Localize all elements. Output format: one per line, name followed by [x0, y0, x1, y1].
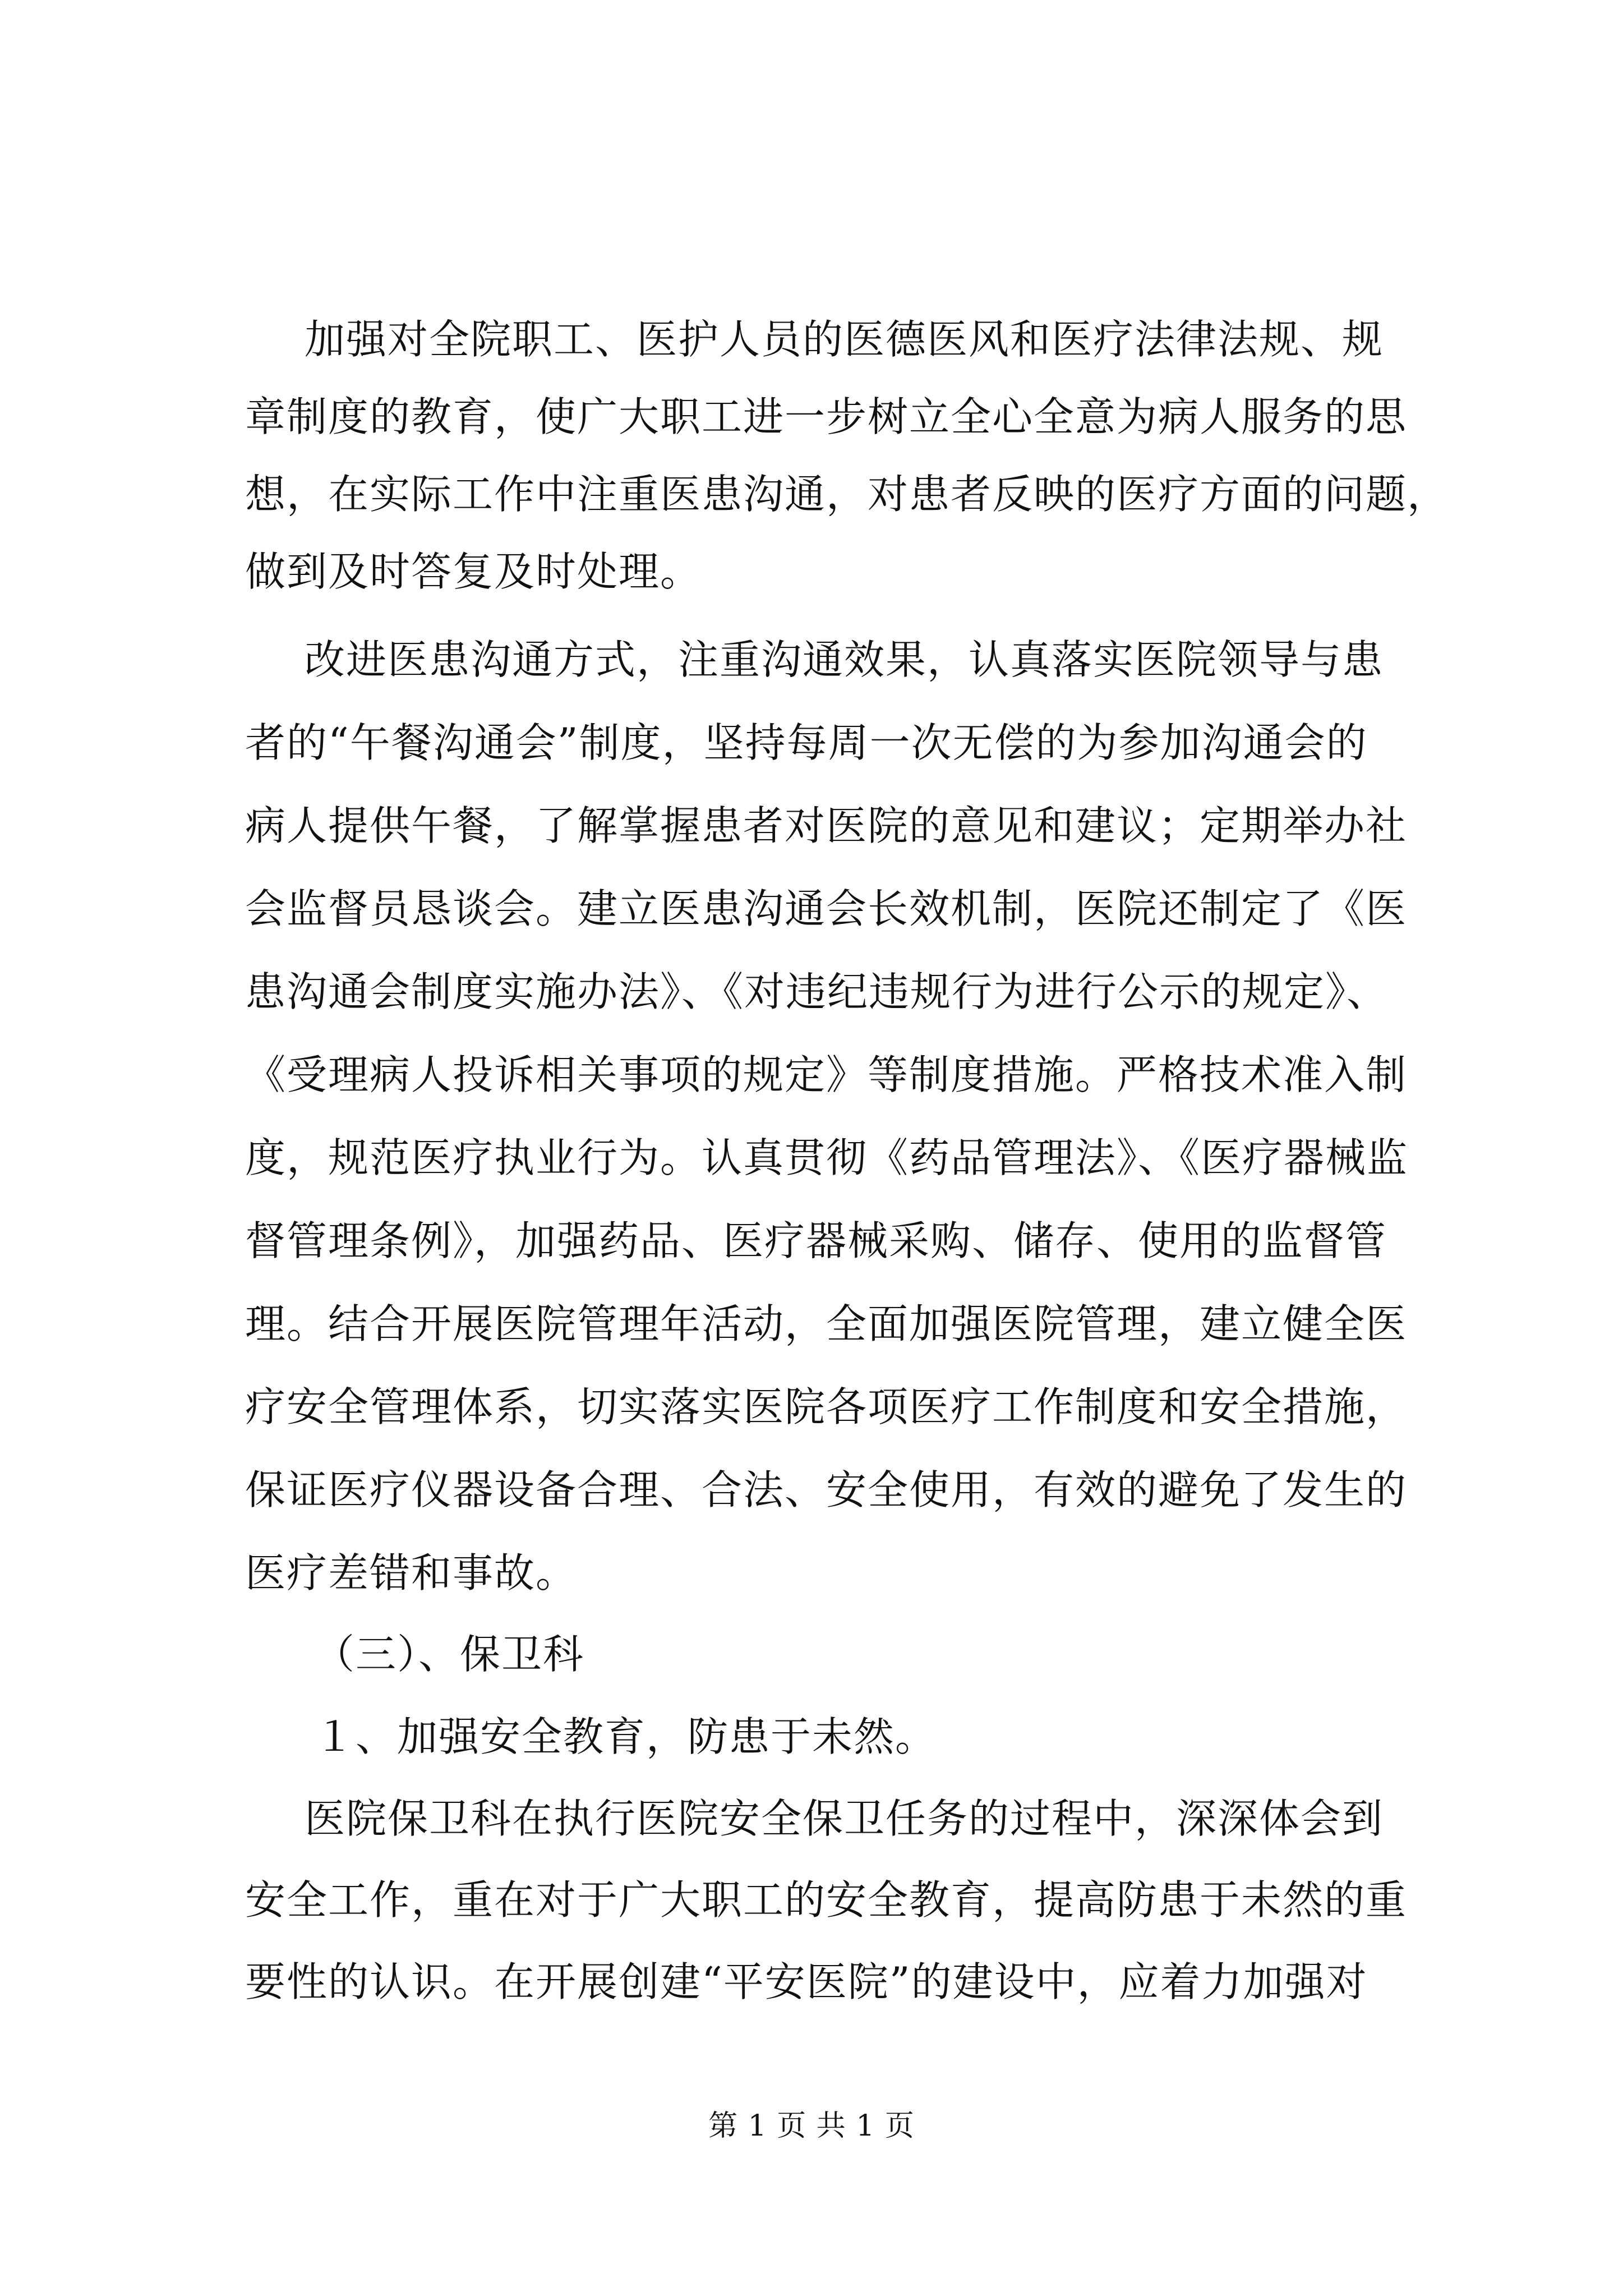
text-line: 要性的认识。在开展创建“平安医院”的建设中，应着力加强对: [245, 1958, 1368, 2005]
subsection-heading: １、加强安全教育，防患于未然。: [314, 1713, 937, 1760]
text-line: 章制度的教育，使广大职工进一步树立全心全意为病人服务的思: [245, 393, 1408, 440]
text-line: 督管理条例》，加强药品、医疗器械采购、储存、使用的监督管: [245, 1217, 1387, 1264]
text-line: 《受理病人投诉相关事项的规定》等制度措施。严格技术准入制: [245, 1051, 1408, 1098]
text-line: 想，在实际工作中注重医患沟通，对患者反映的医疗方面的问题，: [245, 471, 1449, 518]
text-line: 度，规范医疗执业行为。认真贯彻《药品管理法》、《医疗器械监: [245, 1134, 1409, 1181]
page-footer: 第 1 页 共 1 页: [708, 2109, 915, 2143]
text-line: 会监督员恳谈会。建立医患沟通会长效机制，医院还制定了《医: [245, 885, 1408, 932]
text-line: 者的“午餐沟通会”制度，坚持每周一次无偿的为参加沟通会的: [245, 719, 1368, 766]
text-line: 保证医疗仪器设备合理、合法、安全使用，有效的避免了发生的: [245, 1466, 1408, 1513]
text-line: 改进医患沟通方式，注重沟通效果，认真落实医院领导与患: [305, 636, 1384, 683]
text-line: 疗安全管理体系，切实落实医院各项医疗工作制度和安全措施，: [245, 1383, 1408, 1430]
section-heading: （三）、保卫科: [314, 1631, 585, 1678]
text-line: 病人提供午餐，了解掌握患者对医院的意见和建议；定期举办社: [245, 802, 1408, 849]
text-line: 安全工作，重在对于广大职工的安全教育，提高防患于未然的重: [245, 1876, 1408, 1924]
text-line: 医院保卫科在执行医院安全保卫任务的过程中，深深体会到: [305, 1795, 1384, 1842]
text-line: 医疗差错和事故。: [245, 1549, 578, 1596]
text-line: 加强对全院职工、医护人员的医德医风和医疗法律法规、规: [305, 316, 1384, 363]
text-line: 患沟通会制度实施办法》、《对违纪违规行为进行公示的规定》、: [245, 968, 1389, 1015]
text-line: 做到及时答复及时处理。: [245, 548, 702, 595]
text-line: 理。结合开展医院管理年活动，全面加强医院管理，建立健全医: [245, 1300, 1408, 1347]
